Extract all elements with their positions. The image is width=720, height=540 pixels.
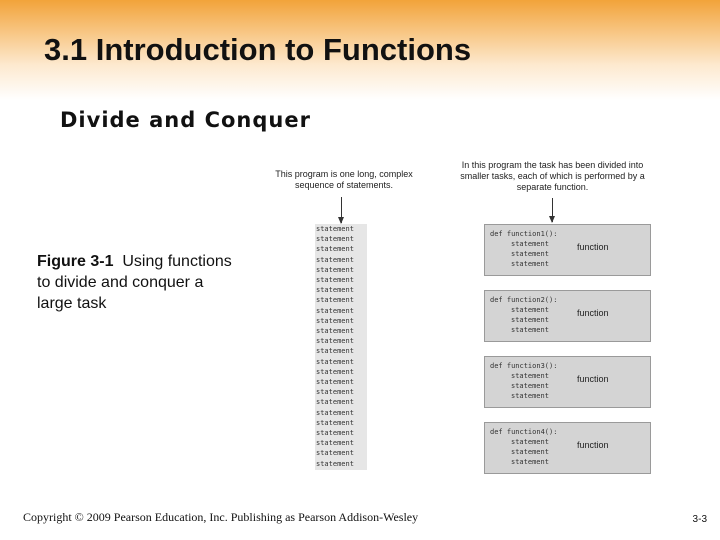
statement-line: statement [316,408,354,417]
function-statement: statement [511,306,549,314]
function-statement: statement [511,316,549,324]
function-box [484,290,651,342]
monolithic-program-note: This program is one long, complex sequence of statements. [275,169,413,190]
function-statement: statement [511,250,549,258]
slide-subtitle: Divide and Conquer [60,108,311,132]
function-definition: def function1(): [490,230,558,238]
function-statement: statement [511,448,549,456]
slide-title: 3.1 Introduction to Functions [44,32,472,67]
down-arrow-icon [341,197,342,223]
modular-program-note: In this program the task has been divided into smaller tasks, each of which is performed by a separate function. [460,160,645,192]
function-label: function [577,242,609,252]
function-label: function [577,308,609,318]
statement-line: statement [316,357,354,366]
statement-line: statement [316,439,354,448]
statement-line: statement [316,367,354,376]
figure-caption-text: Using functions to divide and conquer a large task [37,253,232,312]
function-statement: statement [511,260,549,268]
function-box [484,356,651,408]
statement-line: statement [316,306,354,315]
statement-list [315,224,367,470]
statement-line: statement [316,449,354,458]
statement-line: statement [316,459,354,468]
statement-line: statement [316,286,354,295]
function-statement: statement [511,458,549,466]
statement-line: statement [316,255,354,264]
statement-line: statement [316,245,354,254]
statement-line: statement [316,398,354,407]
statement-line: statement [316,316,354,325]
statement-line: statement [316,235,354,244]
function-definition: def function2(): [490,296,558,304]
copyright-footer: Copyright © 2009 Pearson Education, Inc. Publishing as Pearson Addison-Wesley [23,510,419,524]
statement-line: statement [316,276,354,285]
function-definition: def function3(): [490,362,558,370]
down-arrow-icon [552,198,553,222]
page-number: 3-3 [692,514,707,525]
function-statement: statement [511,392,549,400]
figure-caption-label: Figure 3-1 [37,253,114,270]
function-statement: statement [511,240,549,248]
statement-line: statement [316,388,354,397]
statement-line: statement [316,265,354,274]
function-statement: statement [511,382,549,390]
statement-line: statement [316,327,354,336]
figure-diagram [255,155,655,475]
function-label: function [577,440,609,450]
statement-line: statement [316,337,354,346]
figure-caption [37,251,237,314]
statement-line: statement [316,296,354,305]
function-statement: statement [511,438,549,446]
statement-line: statement [316,418,354,427]
function-label: function [577,374,609,384]
statement-line: statement [316,378,354,387]
function-box [484,224,651,276]
function-statement: statement [511,372,549,380]
statement-line: statement [316,225,354,233]
function-box [484,422,651,474]
statement-line: statement [316,429,354,438]
statement-line: statement [316,347,354,356]
function-definition: def function4(): [490,428,558,436]
function-statement: statement [511,326,549,334]
